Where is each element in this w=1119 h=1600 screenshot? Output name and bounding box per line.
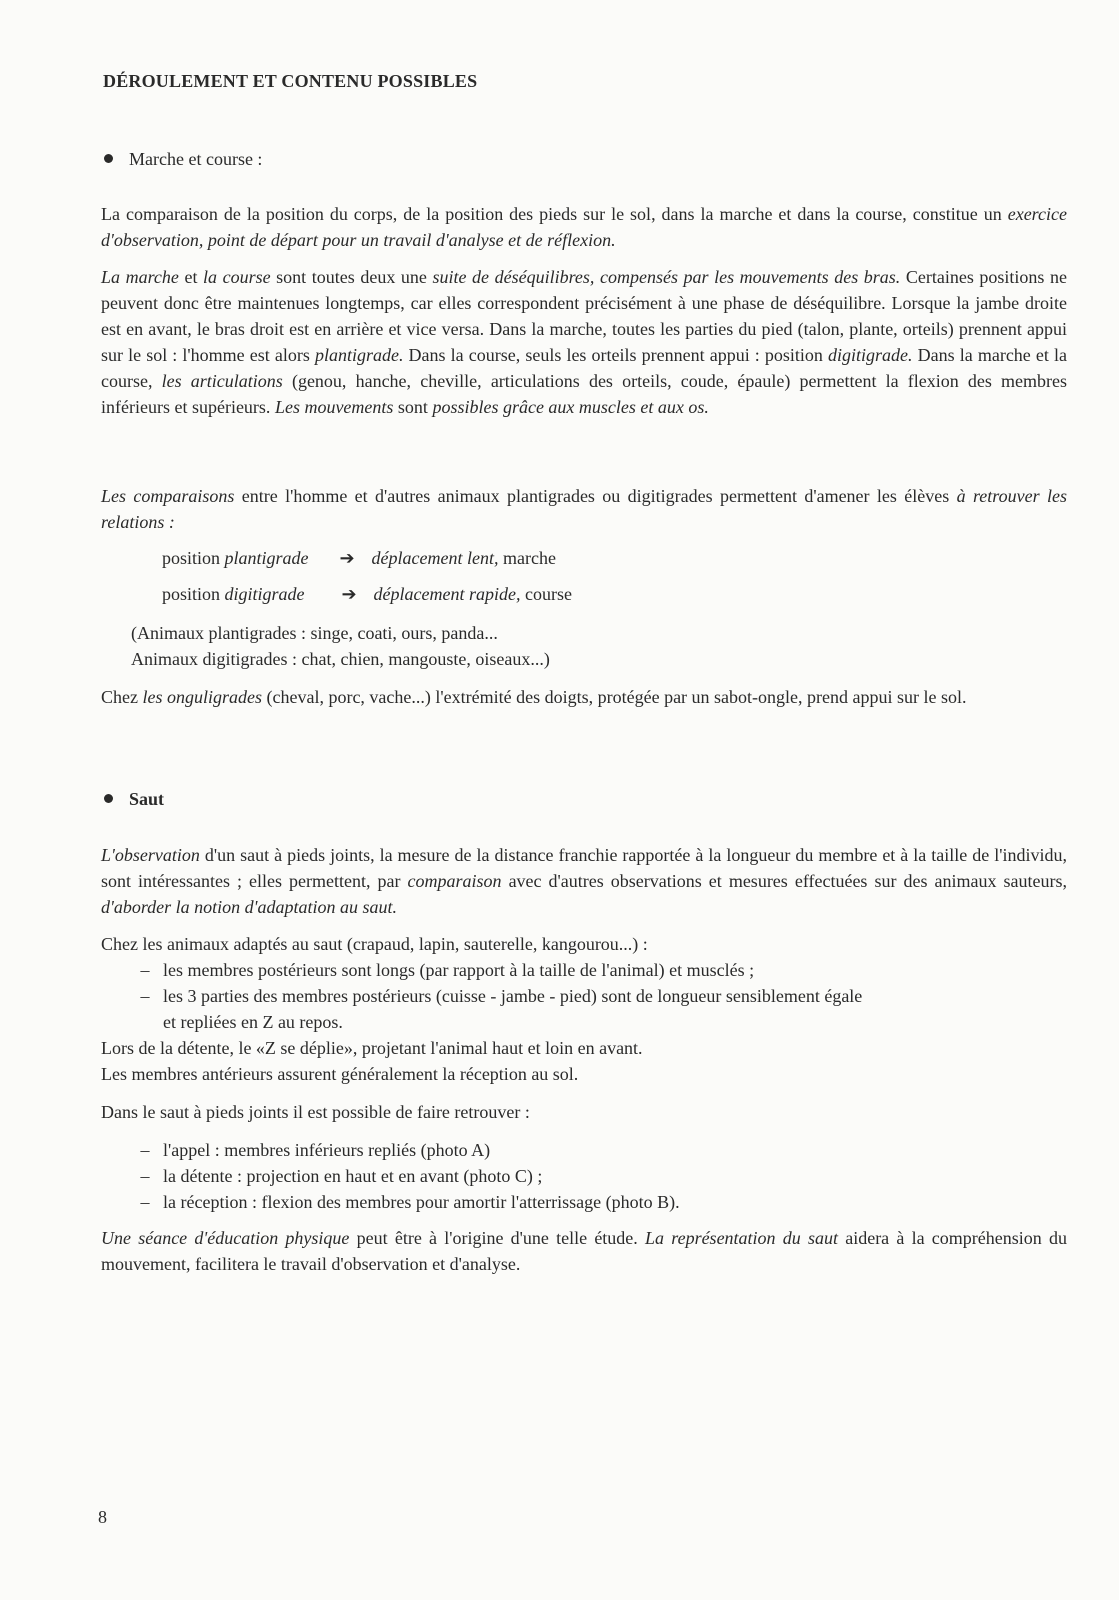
- page-heading: DÉROULEMENT ET CONTENU POSSIBLES: [103, 71, 478, 91]
- emphasis-text: Les comparaisons: [101, 486, 235, 506]
- animals-plantigrades: (Animaux plantigrades : singe, coati, ours, panda...: [131, 623, 498, 643]
- dash-icon: –: [140, 1192, 150, 1212]
- animals-digitigrades: Animaux digitigrades : chat, chien, mangouste, oiseaux...): [131, 649, 550, 669]
- page-number: 8: [98, 1507, 107, 1527]
- saut-intro: Dans le saut à pieds joints il est possible de faire retrouver :: [101, 1102, 530, 1122]
- paragraph-observation-saut: [101, 842, 1067, 920]
- paragraph-onguligrades: [101, 684, 1067, 710]
- body-text: aidera à la compréhension du mouvement, facilitera le travail d'observation et d'analyse.: [101, 1228, 1067, 1274]
- section-title-text: Saut: [129, 789, 165, 809]
- body-text: avec d'autres observations et mesures effectuées sur des animaux sauteurs,: [501, 871, 1067, 891]
- body-text: (genou, hanche, cheville, articulations des orteils, coude, épaule) permettent la flexion des membres inférieurs et supérieurs.: [101, 371, 1067, 417]
- emphasis-text: L'observation: [101, 845, 200, 865]
- body-text: entre l'homme et d'autres animaux plantigrades ou digitigrades permettent d'amener les élèves: [234, 486, 957, 506]
- emphasis-text: d'aborder la notion d'adaptation au saut.: [101, 897, 398, 917]
- body-text: Dans la marche et la course,: [101, 345, 1067, 391]
- arrow-right-icon: ➔: [341, 584, 357, 604]
- relation-result: déplacement rapide,: [373, 584, 521, 604]
- relation-result: déplacement lent,: [371, 548, 499, 568]
- list-item: – la réception : flexion des membres pour amortir l'atterrissage (photo B).: [131, 1189, 680, 1215]
- list-item: – les 3 parties des membres postérieurs (cuisse - jambe - pied) sont de longueur sensiblement égale: [131, 983, 862, 1009]
- paragraph-line: Lors de la détente, le «Z se déplie», projetant l'animal haut et loin en avant.: [101, 1038, 643, 1058]
- emphasis-text: Les mouvements: [274, 397, 394, 417]
- dash-icon: –: [140, 986, 150, 1006]
- emphasis-text: plantigrade.: [314, 345, 404, 365]
- emphasis-text: Une séance d'éducation physique: [101, 1228, 350, 1248]
- body-text: Dans la course, seuls les orteils prennent appui : position: [403, 345, 829, 365]
- dash-icon: –: [140, 960, 150, 980]
- paragraph-education-physique: [101, 1225, 1067, 1277]
- list-item: – l'appel : membres inférieurs repliés (photo A): [131, 1137, 490, 1163]
- relation-plantigrade: position plantigrade ➔ déplacement lent, marche: [162, 545, 556, 571]
- list-item: – la détente : projection en haut et en avant (photo C) ;: [131, 1163, 542, 1189]
- dash-icon: –: [140, 1166, 150, 1186]
- emphasis-text: suite de déséquilibres, compensés par les mouvements des bras.: [432, 267, 901, 287]
- paragraph-marche-course: [101, 264, 1067, 420]
- animals-adaptes-intro: Chez les animaux adaptés au saut (crapaud, lapin, sauterelle, kangourou...) :: [101, 934, 648, 954]
- emphasis-text: les onguligrades: [142, 687, 262, 707]
- emphasis-text: la course: [203, 267, 271, 287]
- arrow-right-icon: ➔: [339, 548, 355, 568]
- emphasis-text: La représentation du saut: [645, 1228, 838, 1248]
- body-text: (cheval, porc, vache...) l'extrémité des doigts, protégée par un sabot-ongle, prend appui sur le sol.: [261, 687, 967, 707]
- list-item: – les membres postérieurs sont longs (par rapport à la taille de l'animal) et musclés ;: [131, 957, 754, 983]
- body-text: et: [178, 267, 204, 287]
- section-title-text: Marche et course :: [129, 149, 263, 169]
- emphasis-text: à retrouver les relations :: [101, 486, 1067, 532]
- emphasis-text: La marche: [101, 267, 179, 287]
- body-text: peut être à l'origine d'une telle étude.: [349, 1228, 646, 1248]
- list-item-continuation: et repliées en Z au repos.: [163, 1012, 343, 1032]
- relation-type: digitigrade: [224, 584, 305, 604]
- body-text: sont: [393, 397, 433, 417]
- body-text: sont toutes deux une: [270, 267, 433, 287]
- emphasis-text: comparaison: [407, 871, 502, 891]
- body-text: d'un saut à pieds joints, la mesure de la distance franchie rapportée à la longueur du membre et à la taille de l'individu, sont intéressantes ; elles permettent, par: [101, 845, 1067, 891]
- body-text: Certaines positions ne peuvent donc être maintenues longtemps, car elles correspondent précisément à une phase de déséquilibre. Lorsque la jambe droite est en avant, le bras droit est en arrière et vice versa. Dans la marche, toutes les parties du pied (talon, plante, orteils) prennent appui sur le sol : l'homme est alors: [101, 267, 1067, 365]
- paragraph-line: Les membres antérieurs assurent généralement la réception au sol.: [101, 1064, 579, 1084]
- relation-digitigrade: position digitigrade ➔ déplacement rapide, course: [162, 581, 572, 607]
- emphasis-text: digitigrade.: [828, 345, 913, 365]
- body-text: Chez: [101, 687, 143, 707]
- emphasis-text: exercice d'observation, point de départ pour un travail d'analyse et de réflexion.: [101, 204, 1067, 250]
- relation-type: plantigrade: [224, 548, 309, 568]
- section-title-saut: [104, 789, 164, 810]
- paragraph-observation: [101, 201, 1067, 253]
- emphasis-text: possibles grâce aux muscles et aux os.: [432, 397, 709, 417]
- emphasis-text: les articulations: [161, 371, 283, 391]
- body-text: La comparaison de la position du corps, de la position des pieds sur le sol, dans la marche et dans la course, constitue un: [101, 204, 1008, 224]
- dash-icon: –: [140, 1140, 150, 1160]
- bullet-icon: [104, 794, 113, 803]
- bullet-icon: [104, 154, 113, 163]
- section-title-marche: [104, 149, 262, 170]
- paragraph-comparaisons: [101, 483, 1067, 535]
